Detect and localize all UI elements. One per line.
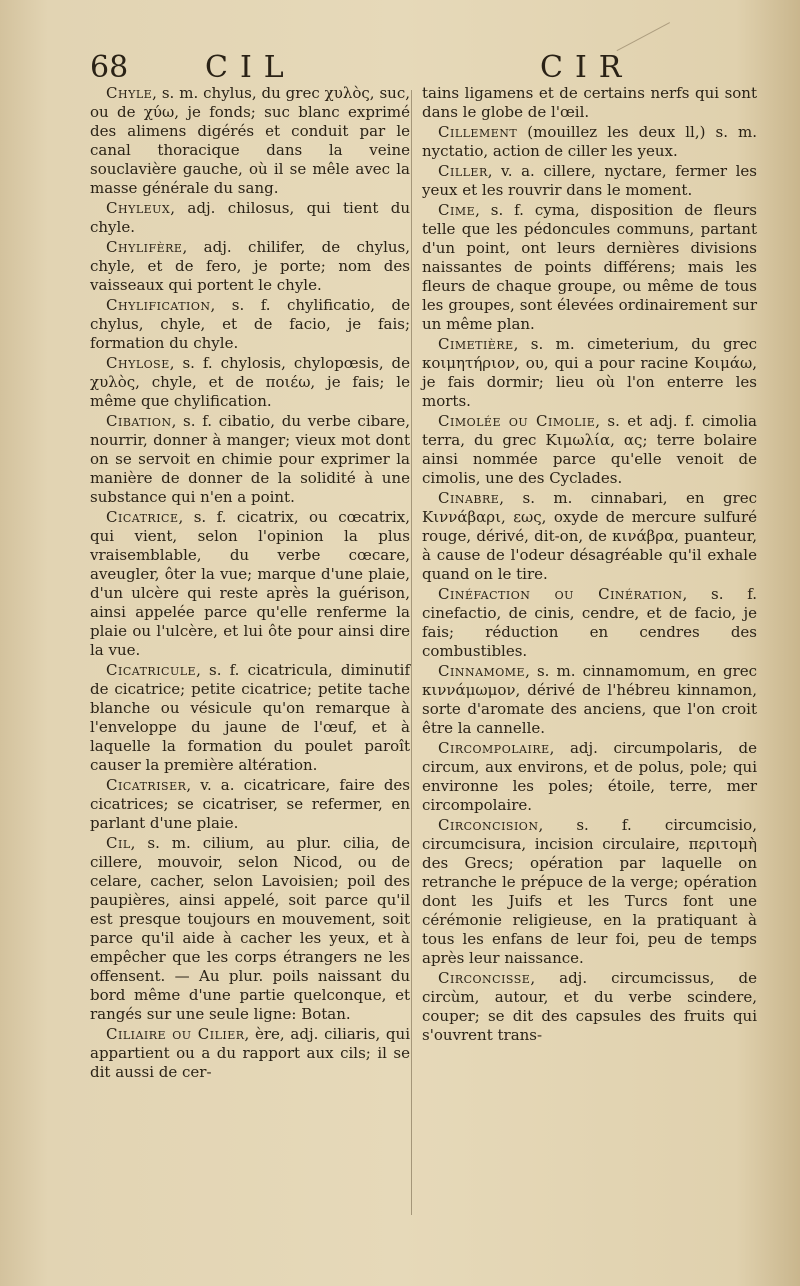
entry-headword: Circompolaire [438,739,550,757]
dictionary-entry [90,776,410,833]
left-column [90,84,410,1083]
entry-headword: Cillement [438,123,518,141]
entry-definition: , adj. circumpolaris, de circum, aux environs, et de polus, pole; qui environne les poles; étoile, terre, mer circompolaire. [422,739,757,814]
dictionary-entry [422,84,757,122]
dictionary-entry [90,661,410,775]
text-columns [90,84,780,1244]
dictionary-entry [90,238,410,295]
entry-definition: tains ligamens et de certains nerfs qui sont dans le globe de l'œil. [422,84,757,121]
entry-headword: Cil [106,834,131,852]
dictionary-entry [90,296,410,353]
dictionary-entry [90,84,410,198]
dictionary-entry [422,585,757,661]
dictionary-entry [90,1025,410,1082]
entry-definition: , adj. chilifer, de chylus, chyle, et de fero, je porte; nom des vaisseaux qui portent le chyle. [90,238,410,294]
entry-definition: , s. m. cilium, au plur. cilia, de cillere, mouvoir, selon Nicod, ou de celare, cacher, selon Lavoisien; poil des paupières, ainsi appelé, soit parce qu'il est presque toujours en mouvement, soit parce qu'il aide à cacher les yeux, et à empêcher que les corps étrangers ne les offensent. — Au plur. poils naissant du bord même d'une partie quelconque, et rangés sur une seule ligne: Botan. [90,834,410,1023]
page-number: 68 [90,50,129,85]
entry-definition: , s. f. circumcisio, circumcisura, incision circulaire, περιτομὴ des Grecs; opération par laquelle on retranche le prépuce de la verge; opération dont les Juifs et les Turcs font une cérémonie religieuse, en la pratiquant à tous les enfans de leur foi, peu de temps après leur naissance. [422,816,757,967]
dictionary-entry [90,354,410,411]
entry-definition: , s. m. cinnabari, en grec Κιννάβαρι, εως, oxyde de mercure sulfuré rouge, dérivé, dit-on, de κινάβρα, puanteur, à cause de l'odeur désagréable qu'il exhale quand on le tire. [422,489,757,583]
entry-definition: , s. f. cyma, disposition de fleurs telle que les pédoncules communs, partant d'un point, ont leurs dernières divisions naissantes de points différens; mais les fleurs de chaque groupe, ou même de tous les groupes, sont élevées ordinairement sur un même plan. [422,201,757,333]
entry-headword: Cicatricule [106,661,197,679]
entry-definition: , s. et adj. f. cimolia terra, du grec Κιμωλία, ας; terre bolaire ainsi nommée parce qu'elle venoit de cimolis, une des Cyclades. [422,412,758,487]
entry-definition: , adj. circumcissus, de circùm, autour, et du verbe scindere, couper; se dit des capsules des fruits qui s'ouvrent trans- [422,969,757,1044]
entry-headword: Cimolée ou Cimolie [438,412,596,430]
entry-headword: Chyle [106,84,153,102]
entry-definition: , s. f. cicatricula, diminutif de cicatrice; petite cicatrice; petite tache blanche ou vésicule qu'on remarque à l'enveloppe du jaune de l'œuf, et à laquelle la formation du poulet paroît causer la première altération. [90,661,410,774]
dictionary-entry [90,834,410,1024]
right-column [422,84,757,1046]
entry-headword: Chylification [106,296,211,314]
entry-definition: , s. f. chylificatio, de chylus, chyle, et de facio, je fais; formation du chyle. [90,296,410,352]
entry-headword: Chylifère [106,238,183,256]
entry-headword: Cime [438,201,476,219]
entry-definition: , adj. chilosus, qui tient du chyle. [90,199,410,236]
entry-headword: Ciller [438,162,488,180]
dictionary-entry [422,412,757,488]
column-rule [411,90,412,1215]
entry-definition: , s. f. chylosis, chylopœsis, de χυλὸς, chyle, et de ποιέω, je fais; le même que chylification. [90,354,410,410]
dictionary-entry [422,969,757,1045]
right-running-heading: CIR [540,50,634,85]
left-running-heading: CIL [205,50,296,85]
entry-headword: Chylose [106,354,170,372]
entry-definition: , v. a. cillere, nyctare, fermer les yeux et les rouvrir dans le moment. [422,162,757,199]
entry-headword: Ciliaire ou Cilier [106,1025,245,1043]
entry-headword: Cibation [106,412,172,430]
dictionary-entry [90,412,410,507]
dictionary-entry [422,335,757,411]
entry-headword: Cimetière [438,335,514,353]
entry-definition: , ère, adj. ciliaris, qui appartient ou a du rapport aux cils; il se dit aussi de cer- [90,1025,410,1081]
entry-definition: (mouillez les deux ll,) s. m. nyctatio, action de ciller les yeux. [422,123,757,160]
entry-definition: , v. a. cicatricare, faire des cicatrices; se cicatriser, se refermer, en parlant d'une plaie. [90,776,410,832]
entry-headword: Cinéfaction ou Cinération [438,585,683,603]
entry-definition: , s. f. cinefactio, de cinis, cendre, et de facio, je fais; réduction en cendres des combustibles. [422,585,757,660]
entry-definition: , s. m. chylus, du grec χυλὸς, suc, ou de χύω, je fonds; suc blanc exprimé des alimens digérés et conduit par le canal thoracique dans la veine souclavière gauche, où il se mêle avec la masse générale du sang. [90,84,410,197]
entry-headword: Cicatrice [106,508,179,526]
entry-headword: Circoncisse [438,969,531,987]
entry-headword: Cinnamome [438,662,526,680]
entry-definition: , s. f. cicatrix, ou cœcatrix, qui vient, selon l'opinion la plus vraisemblable, du verbe cœcare, aveugler, ôter la vue; marque d'une plaie, d'un ulcère qui reste après la guérison, ainsi appelée parce qu'elle renferme la plaie ou l'ulcère, et lui ôte pour ainsi dire la vue. [90,508,410,659]
dictionary-entry [422,739,757,815]
entry-definition: , s. m. cinnamomum, en grec κιννάμωμον, dérivé de l'hébreu kinnamon, sorte d'aromate des anciens, que l'on croit être la cannelle. [422,662,757,737]
dictionary-entry [422,489,757,584]
dictionary-entry [422,662,757,738]
entry-headword: Chyleux [106,199,171,217]
entry-definition: , s. m. cimeterium, du grec κοιμητήριον, ου, qui a pour racine Κοιμάω, je fais dormir; lieu où l'on enterre les morts. [422,335,757,410]
dictionary-entry [90,508,410,660]
dictionary-entry [90,199,410,237]
entry-headword: Circoncision [438,816,539,834]
entry-headword: Cicatriser [106,776,187,794]
dictionary-entry [422,816,757,968]
dictionary-entry [422,123,757,161]
entry-definition: , s. f. cibatio, du verbe cibare, nourrir, donner à manger; vieux mot dont on se servoit en chimie pour exprimer la manière de donner de la solidité à une substance qui n'en a point. [90,412,410,506]
dictionary-entry [422,162,757,200]
entry-headword: Cinabre [438,489,500,507]
dictionary-entry [422,201,757,334]
